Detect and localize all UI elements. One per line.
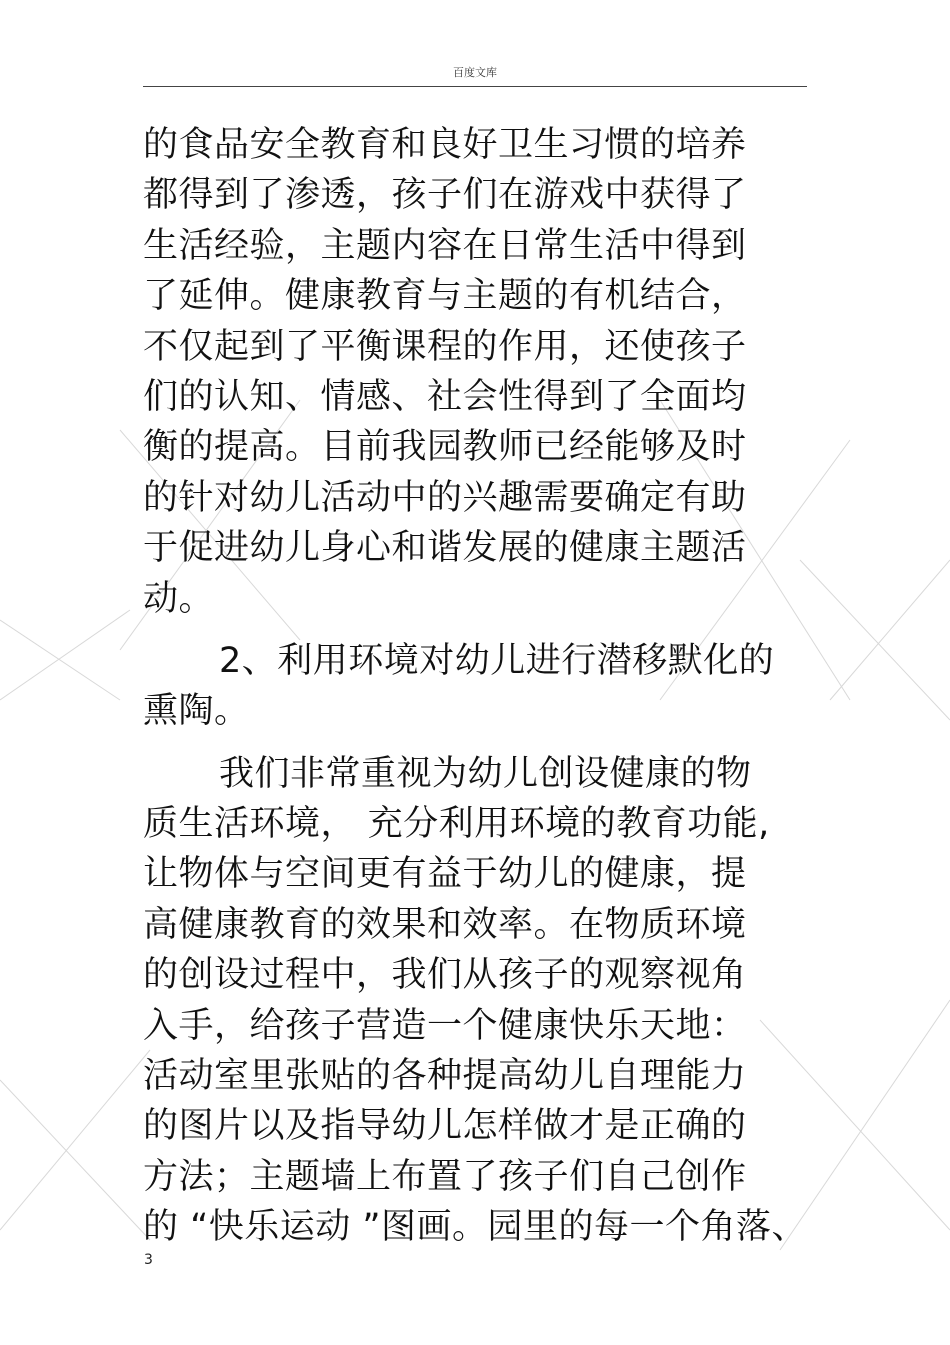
text-line: 的图片以及指导幼儿怎样做才是正确的: [143, 1106, 747, 1147]
text-line: 们的认知、情感、社会性得到了全面均: [143, 376, 747, 417]
page-number: 3: [144, 1252, 153, 1268]
text-line: 于促进幼儿身心和谐发展的健康主题活: [143, 528, 747, 569]
section-heading-2: [143, 636, 803, 737]
text-line: 的创设过程中，我们从孩子的观察视角: [143, 955, 747, 996]
text-line: 高健康教育的效果和效率。在物质环境: [143, 904, 747, 945]
text-line: 不仅起到了平衡课程的作用，还使孩子: [143, 326, 747, 367]
text-line: 活动室里张贴的各种提高幼儿自理能力: [143, 1056, 747, 1097]
text-line: 让物体与空间更有益于幼儿的健康，提: [143, 854, 747, 895]
text-line: 我们非常重视为幼儿创设健康的物: [219, 753, 752, 794]
text-line: 都得到了渗透，孩子们在游戏中获得了: [143, 175, 747, 216]
text-line: 了延伸。健康教育与主题的有机结合，: [143, 276, 747, 317]
paragraph-1: [143, 120, 803, 624]
text-line: 质生活环境， 充分利用环境的教育功能,: [143, 804, 770, 845]
page-header: [143, 62, 807, 87]
text-line: 生活经验，主题内容在日常生活中得到: [143, 225, 747, 266]
paragraph-3: [143, 749, 808, 1253]
heading-line: 熏陶。: [143, 691, 250, 732]
heading-line: 2、利用环境对幼儿进行潜移默化的: [219, 640, 775, 681]
text-line: 入手，给孩子营造一个健康快乐天地：: [143, 1005, 747, 1046]
text-line: 的 “快乐运动 ”图画。园里的每一个角落、: [143, 1207, 808, 1248]
document-body: [143, 120, 808, 1253]
header-title: 百度文库: [453, 66, 497, 79]
text-line: 的针对幼儿活动中的兴趣需要确定有助: [143, 477, 747, 518]
text-line: 方法；主题墙上布置了孩子们自己创作: [143, 1156, 747, 1197]
text-line: 动。: [143, 578, 215, 619]
text-line: 衡的提高。目前我园教师已经能够及时: [143, 427, 747, 468]
text-line: 的食品安全教育和良好卫生习惯的培养: [143, 125, 747, 165]
